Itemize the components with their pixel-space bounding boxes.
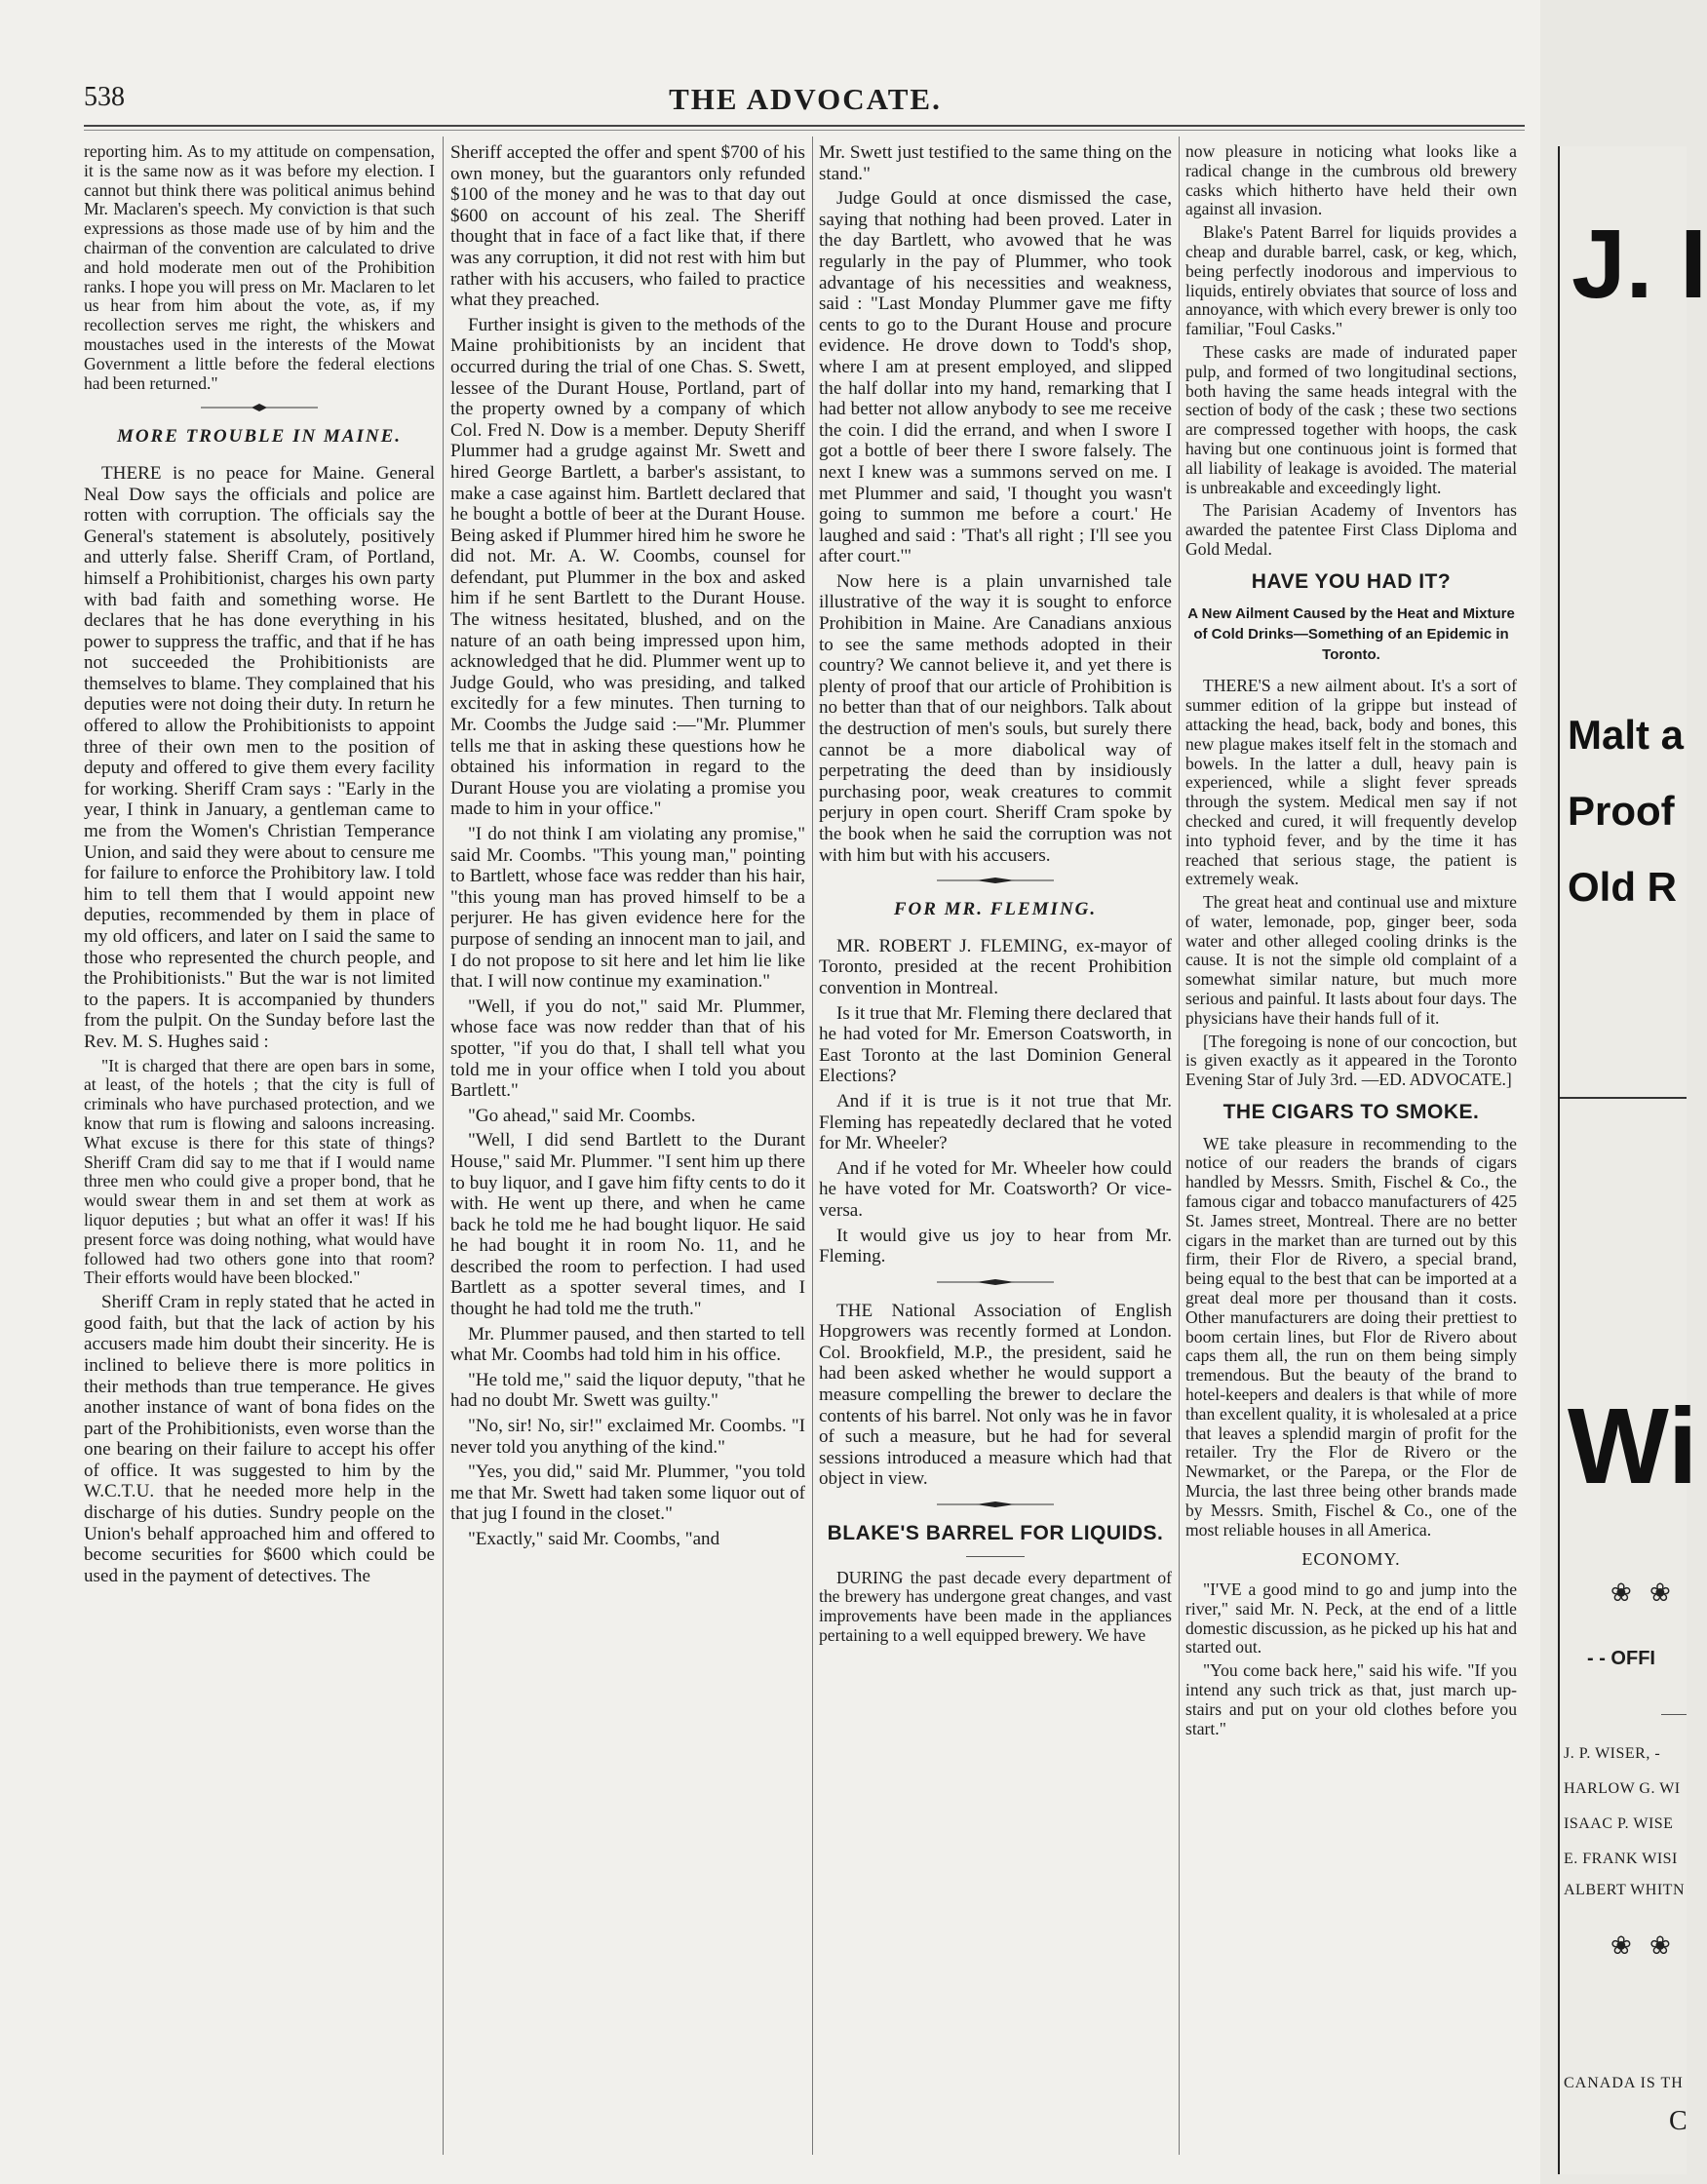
ornamental-rule bbox=[201, 403, 318, 412]
paragraph: The great heat and continual use and mixture of water, lemonade, pop, ginger beer, soda water and other alleged cooling drinks is the cause. It is not the simple old complaint of a somewhat similar nature, but much more serious and painful. It lasts about four days. The physicians have their hands full of it. bbox=[1185, 892, 1517, 1028]
ad-line: Old R bbox=[1568, 864, 1677, 910]
paragraph: "No, sir! No, sir!" exclaimed Mr. Coombs. "I never told you anything of the kind." bbox=[450, 1416, 805, 1458]
article-subheading: A New Ailment Caused by the Heat and Mixture of Cold Drinks—Something of an Epidemic in Toronto. bbox=[1187, 605, 1515, 664]
ad-line: Proof bbox=[1568, 788, 1675, 834]
ad-name: ALBERT WHITN bbox=[1564, 1882, 1685, 1898]
paragraph: DURING the past decade every department of the brewery has undergone great changes, and vast improvements have been made in the appliances pertaining to a well equipped brewery. We have bbox=[819, 1567, 1172, 1646]
ad-line: Malt a bbox=[1568, 712, 1685, 758]
column-1 bbox=[84, 142, 435, 2151]
flower-ornament-icon: ❀ bbox=[1610, 1930, 1632, 1960]
article-heading: FOR MR. FLEMING. bbox=[893, 899, 1098, 920]
page-header bbox=[84, 82, 1527, 121]
article-heading: BLAKE'S BARREL FOR LIQUIDS. bbox=[827, 1522, 1164, 1545]
paragraph: now pleasure in noticing what looks like a radical change in the cumbrous old brewery casks which hitherto have held their own against all invasion. bbox=[1185, 141, 1517, 219]
paragraph: Is it true that Mr. Fleming there declared that he had voted for Mr. Emerson Coatsworth, in East Toronto at the last Dominion General Elections? bbox=[819, 1002, 1172, 1087]
header-rule bbox=[84, 125, 1525, 131]
paragraph: MR. ROBERT J. FLEMING, ex-mayor of Toronto, presided at the recent Prohibition convention in Montreal. bbox=[819, 935, 1172, 998]
column-2 bbox=[450, 142, 805, 2151]
ornamental-rule bbox=[937, 1277, 1054, 1287]
paragraph: "Go ahead," said Mr. Coombs. bbox=[468, 1105, 696, 1126]
ad-name: ISAAC P. WISE bbox=[1564, 1815, 1674, 1832]
ad-name: HARLOW G. WI bbox=[1564, 1780, 1681, 1797]
paragraph: Now here is a plain unvarnished tale illustrative of the way it is sought to enforce Prohibition in Maine. Are Canadians anxious to see the same methods adopted in their country? We cannot believe it, and yet there is plenty of proof that our article of Prohibition is no better than that of our neighbors. Talk about the destruction of men's souls, but surely there cannot be a more diabolical way of perpetrating the deed than by insidiously purchasing poor, weak creatures to commit perjury in open court. Sheriff Cram spoke by the book when he said the corruption was not with him but with his accusers. bbox=[819, 570, 1172, 866]
paragraph: Sheriff accepted the offer and spent $700 of his own money, but the guarantors only refunded $100 of the money and he was to that day out $600 on account of his zeal. The Sheriff thought that in face of a fact like that, if there was any corruption, it did not rest with him but rather with his accusers, who failed to practice what they preached. bbox=[450, 142, 805, 311]
ad-offices-label: - - OFFI bbox=[1587, 1648, 1655, 1669]
column-divider bbox=[1179, 136, 1180, 2155]
paragraph: "Well, if you do not," said Mr. Plummer, whose face was now redder than that of his spotter, "if you do that, I shall tell what you told me in your office when I told you about Bartlett." bbox=[450, 995, 805, 1102]
article-heading: ECONOMY. bbox=[1301, 1549, 1401, 1570]
flower-ornament-icon: ❀ bbox=[1649, 1930, 1671, 1960]
short-rule bbox=[966, 1556, 1025, 1557]
ornamental-rule bbox=[937, 1500, 1054, 1509]
ad-logo-text: J. I bbox=[1571, 210, 1707, 319]
paragraph: These casks are made of indurated paper pulp, and formed of two longitudinal sections, both having the same heads integral with the section of body of the cask ; these two sections are compressed together with hoops, the cask having but one continuous joint is formed that all liability of leakage is avoided. The material is unbreakable and exceedingly light. bbox=[1185, 341, 1517, 497]
ad-name: E. FRANK WISI bbox=[1564, 1851, 1678, 1867]
article-heading: MORE TROUBLE IN MAINE. bbox=[116, 426, 403, 448]
paragraph: And if he voted for Mr. Wheeler how could he have voted for Mr. Coatsworth? Or vice-versa. bbox=[819, 1157, 1172, 1221]
adjacent-page-advertisement bbox=[1558, 146, 1707, 2174]
paragraph: The Parisian Academy of Inventors has awarded the patentee First Class Diploma and Gold Medal. bbox=[1185, 500, 1517, 559]
column-4 bbox=[1185, 142, 1517, 2151]
paragraph: THERE is no peace for Maine. General Neal Dow says the officials and police are rotten with corruption. The officials say the General's statement is absolutely, positively and utterly false. Sheriff Cram, of Portland, himself a Prohibitionist, charges his own party with bad faith and something worse. He declares that he has done everything in his power to suppress the traffic, and that if he has not succeeded the Prohibitionists are themselves to blame. They complained that his deputies were not doing their duty. In return he offered to allow the Prohibitionists to appoint three of their own men to the position of deputy and offered to give them every facility for working. Sheriff Cram says : "Early in the year, I think in January, a gentleman came to me from the Women's Christian Temperance Union, and said they were about to censure me for failure to enforce the Prohibitory law. I told him to tell them that I would appoint new deputies, recommended by them in place of my old officers, and later on I said the same to those who represented the church people, and the Prohibitionists." But the war is not limited to the papers. It is accompanied by thunders from the pulpit. On the Sunday before last the Rev. M. S. Hughes said : bbox=[84, 462, 435, 1052]
article-heading: THE CIGARS TO SMOKE. bbox=[1222, 1101, 1480, 1124]
column-divider bbox=[443, 136, 444, 2155]
paragraph: "Exactly," said Mr. Coombs, "and bbox=[468, 1529, 720, 1549]
paragraph: "Well, I did send Bartlett to the Durant House," said Mr. Plummer. "I sent him up there to buy liquor, and I gave him fifty cents to do it with. He went up there, and when he came back he told me he had bought liquor. He said he had bought it in room No. 11, and he described the room to perfection. I had used Bartlett as a spotter several times, and I thought he had told me the truth." bbox=[450, 1130, 805, 1320]
paragraph: THERE'S a new ailment about. It's a sort of summer edition of la grippe but instead of attacking the head, back, body and bones, this new plague makes itself felt in the stomach and bowels. In the latter a dull, heavy pain is experienced, while a slight fever spreads through the system. Medical men say if not checked and cured, it will frequently develop into typhoid fever, and by the time it has reached that serious stage, the patient is extremely weak. bbox=[1185, 676, 1517, 889]
block-quote: "It is charged that there are open bars in some, at least, of the hotels ; that the city is full of criminals who have purchased protection, and we know that rum is flowing and saloons increasing. What excuse is there for this state of things? Sheriff Cram did say to me that if I would name three men who could give a proper bond, that he would swear them in and set them at work as liquor deputies ; but what an offer it was! If his present force was doing nothing, what would have followed had two others gone into that room? Their efforts would have been blocked." bbox=[84, 1055, 435, 1288]
paragraph: Mr. Plummer paused, and then started to tell what Mr. Coombs had told him in his office. bbox=[450, 1323, 805, 1366]
publication-title: THE ADVOCATE. bbox=[669, 82, 942, 116]
paragraph: "You come back here," said his wife. "If you intend any such trick as that, just march up-stairs and put on your old clothes before you start." bbox=[1185, 1660, 1517, 1738]
flower-ornament-icon: ❀ bbox=[1649, 1578, 1671, 1607]
paragraph: It would give us joy to hear from Mr. Fleming. bbox=[819, 1225, 1172, 1268]
article-heading: HAVE YOU HAD IT? bbox=[1251, 569, 1452, 593]
paragraph: And if it is true is it not true that Mr. Fleming has repeatedly declared that he voted for Mr. Wheeler? bbox=[819, 1090, 1172, 1154]
ad-large-letter: Wi bbox=[1568, 1386, 1698, 1506]
paragraph: Blake's Patent Barrel for liquids provides a cheap and durable barrel, cask, or keg, which, being perfectly inodorous and impervious to liquids, entirely obviates that source of loss and annoyance, with which every brewer is only too familiar, "Foul Casks." bbox=[1185, 222, 1517, 339]
ad-letter: C bbox=[1669, 2106, 1688, 2136]
column-divider bbox=[812, 136, 813, 2155]
ad-canada-line: CANADA IS TH bbox=[1564, 2075, 1684, 2091]
page-number: 538 bbox=[84, 82, 125, 112]
ornamental-rule bbox=[937, 876, 1054, 885]
paragraph: THE National Association of English Hopgrowers was recently formed at London. Col. Brookfield, M.P., the president, said he had been asked whether he would support a measure compelling the brewer to declare the contents of his barrel. Not only was he in favor of such a measure, but he had for several sessions introduced a measure which had that object in view. bbox=[819, 1300, 1172, 1490]
paragraph: "He told me," said the liquor deputy, "that he had no doubt Mr. Swett was guilty." bbox=[450, 1369, 805, 1412]
paragraph: Mr. Swett just testified to the same thing on the stand." bbox=[819, 142, 1172, 184]
paragraph: WE take pleasure in recommending to the notice of our readers the brands of cigars handled by Messrs. Smith, Fischel & Co., the famous cigar and tobacco manufacturers of 425 St. James street, Montreal. There are no better cigars in the market than are turned out by this firm, their Flor de Rivero, a special brand, being equal to the best that can be imported at a great deal more per thousand than it costs. Other manufacturers are doing their prettiest to boom certain lines, but Flor de Rivero about caps them all, the run on them being simply tremendous. But the beauty of the brand to hotel-keepers and dealers is that while of more than excellent quality, it is wholesaled at a price that leaves a splendid margin of profit for the retailer. Try the Flor de Rivero or the Newmarket, or the Parepa, or the Flor de Murcia, the last three being other brands made by Messrs. Smith, Fischel & Co., one of the most reliable houses in all America. bbox=[1185, 1133, 1517, 1540]
column-3 bbox=[819, 142, 1172, 2151]
paragraph: "I do not think I am violating any promise," said Mr. Coombs. "This young man," pointing to Bartlett, whose face was redder than his hair, "this young man has proved himself to be a perjurer. He has given evidence here for the purpose of sending an innocent man to jail, and I do not propose to sit here and let him lie like that. I will now continue my examination." bbox=[450, 824, 805, 993]
paragraph: reporting him. As to my attitude on compensation, it is the same now as it was before my election. I cannot but think there was political animus behind Mr. Maclaren's speech. My conviction is that such expressions as those made use of by him and the chairman of the convention are calculated to drive and hold moderate men out of the Prohibition ranks. I hope you will press on Mr. Maclaren to let us hear from him about the vote, as, if my recollection serves me right, the whiskers and moustaches used in the interests of the Mowat Government a little before the federal elections had been returned." bbox=[84, 141, 435, 393]
editor-note: [The foregoing is none of our concoction, but is given exactly as it appeared in the Toronto Evening Star of July 3rd. —ED. ADVOCATE.] bbox=[1185, 1031, 1517, 1090]
paragraph: Judge Gould at once dismissed the case, saying that nothing had been proved. Later in the day Bartlett, who avowed that he was regularly in the pay of Plummer, who took advantage of his necessities and weakness, said : "Last Monday Plummer gave me fifty cents to go to the Durant House and procure evidence. He drove down to Todd's shop, where I am at present employed, and slipped the half dollar into my hand, remarking that I had better not allow anybody to see me receive the coin. I did the errand, and when I swore I got a bottle of beer there I swore falsely. The next I knew was a summons served on me. I met Plummer and said, 'I thought you wasn't going to summon me before a court.' He laughed and said : 'That's all right ; I'll see you after court.'" bbox=[819, 188, 1172, 567]
paragraph: Sheriff Cram in reply stated that he acted in good faith, but that the lack of action by his accusers made him doubt their sincerity. He is inclined to believe there is more politics in their methods than true temperance. He gives another instance of want of bona fides on the part of the Prohibitionists, even worse than the one bearing on their failure to accept his offer of office. It was suggested to him by the W.C.T.U. that he needed more help in the discharge of his duties. Sundry people on the Union's behalf approached him and offered to become securities for $600 which could be used in the payment of detectives. The bbox=[84, 1292, 435, 1586]
paragraph: "Yes, you did," said Mr. Plummer, "you told me that Mr. Swett had taken some liquor out of that jug I found in the closet." bbox=[450, 1462, 805, 1525]
paragraph: Further insight is given to the methods of the Maine prohibitionists by an incident that occurred during the trial of one Chas. S. Swett, lessee of the Durant House, Portland, part of the property owned by a company of which Col. Fred N. Dow is a member. Deputy Sheriff Plummer had a grudge against Mr. Swett and hired George Bartlett, a barber's assistant, to make a case against him. Bartlett declared that he bought a bottle of beer at the Durant House. Being asked if Plummer hired him he swore he did not. Mr. A. W. Coombs, counsel for defendant, put Plummer in the box and asked him if he sent Bartlett to the Durant House. The witness hesitated, blushed, and on the nature of an oath being impressed upon him, acknowledged that he did. Plummer went up to Judge Gould, who was presiding, and talked excitedly for a few minutes. Then turning to Mr. Coombs the Judge said :—"Mr. Plummer tells me that in asking these questions how he obtained his information in regard to the Durant House you are violating a promise you made to him in your office." bbox=[450, 314, 805, 820]
ad-rule bbox=[1661, 1714, 1687, 1715]
paragraph: "I'VE a good mind to go and jump into the river," said Mr. N. Peck, at the end of a little domestic discussion, as he picked up his hat and started out. bbox=[1185, 1579, 1517, 1658]
flower-ornament-icon: ❀ bbox=[1610, 1578, 1632, 1607]
ad-name: J. P. WISER, - bbox=[1564, 1745, 1661, 1762]
ad-rule bbox=[1560, 1097, 1687, 1099]
